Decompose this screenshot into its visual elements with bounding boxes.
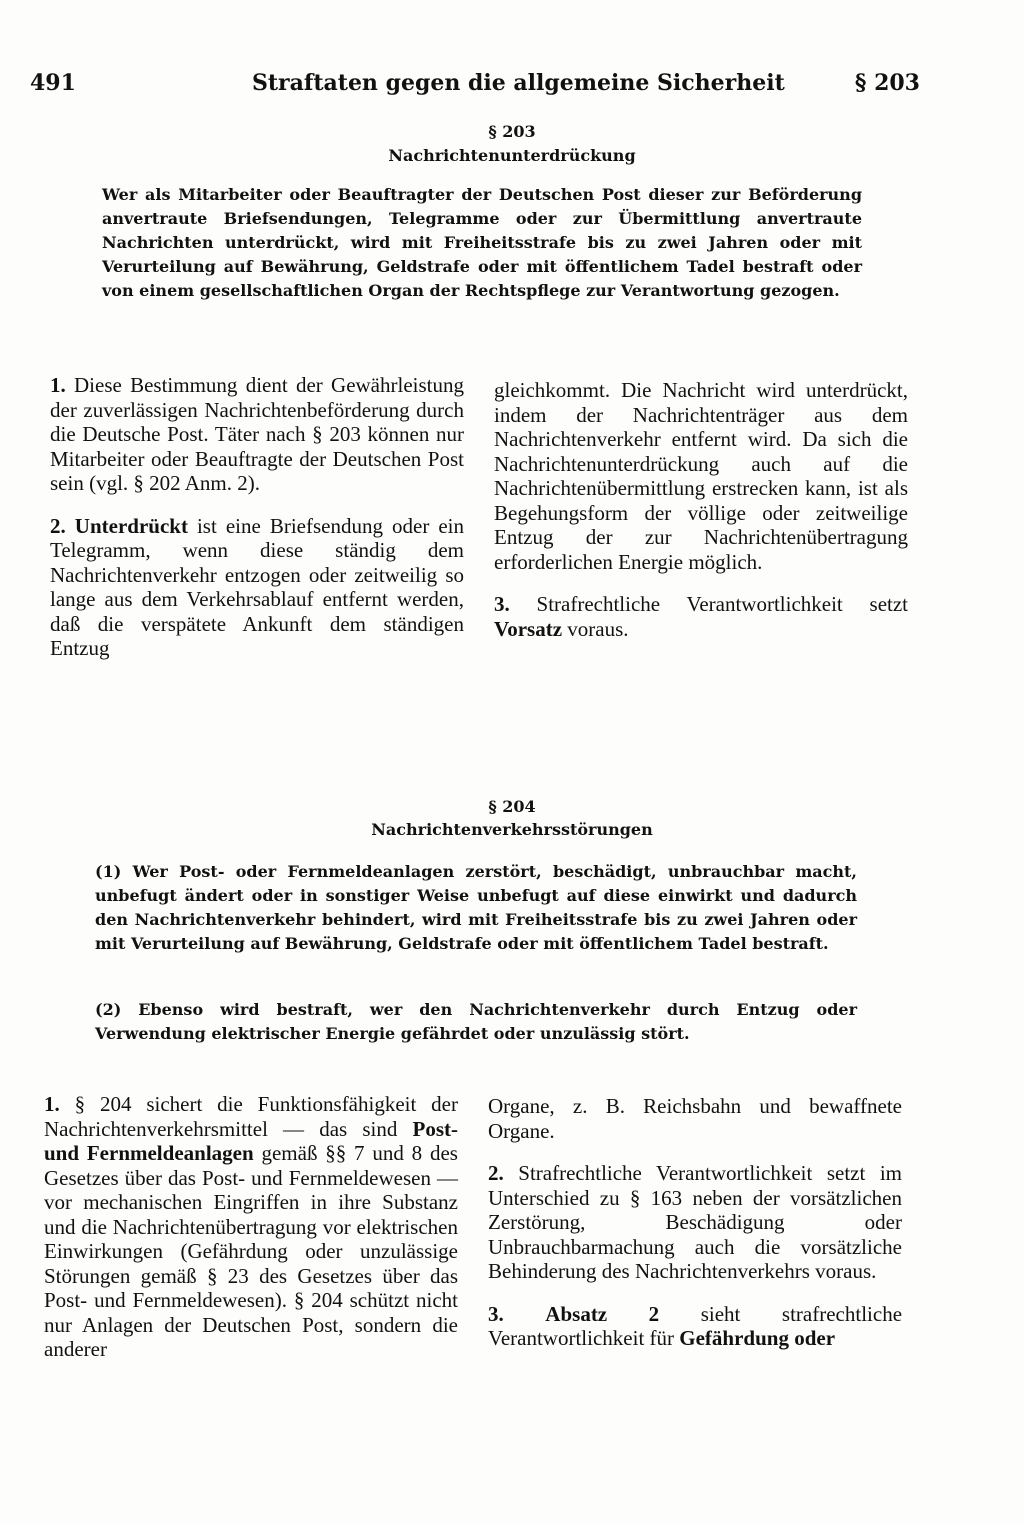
note-203-3-number: 3. [494,592,510,616]
note-203-2-text: ist eine Briefsendung oder ein Telegramm, wenn diese ständig dem Nachrichtenverkehr entzogen oder zeitweilig so lange aus dem Verkehrsablauf entfernt werden, daß die verspätete Ankunft dem ständigen Entzug [50,513,465,660]
note-203-3-bold: Vorsatz [494,616,563,641]
note-204-3-number: 3. [488,1301,504,1326]
note-203-1-text: Diese Bestimmung dient der Gewährleistung der zuverlässigen Nachrichtenbeförderung durch die Deutsche Post. Täter nach § 203 können nur Mitarbeiter oder Beauftragte der Deutschen Post sein (vgl. § 202 Anm. 2). [50,373,464,495]
note-203-1-number: 1. [50,373,66,397]
note-203-2-bold: Unterdrückt [74,513,188,538]
page-number: 491 [30,70,76,96]
note-204-3 [488,1302,902,1351]
note-204-2-text: Strafrechtliche Verantwortlichkeit setzt im Unterschied zu § 163 neben der vorsätzlichen Zerstörung, Beschädigung oder Unbrauchbarmachung auch die vorsätzliche Behinderung des Nachrichtenverkehrs voraus. [488,1161,903,1283]
note-203-2-continued: gleichkommt. Die Nachricht wird unterdrückt, indem der Nachrichtenträger aus dem Nachrichtenverkehr entfernt wird. Da sich die Nachrichtenunterdrückung auch auf die Nachrichtenübermittlung erstrecken kann, ist als Begehungsform der völlige oder zeitweilige Entzug der zur Nachrichtenübertragung erforderlichen Energie möglich. [494,378,908,574]
note-204-1-bold: Post- und Fernmeldeanlagen [44,1116,459,1165]
running-header [30,70,920,106]
running-section: § 203 [854,70,920,96]
section-204-law-text-1: (1) Wer Post- oder Fernmeldeanlagen zerstört, beschädigt, unbrauchbar macht, unbefugt ändert oder in sonstiger Weise unbefugt auf diese einwirkt und dadurch den Nachrichtenverkehr behindert, wird mit Freiheitsstrafe bis zu zwei Jahren oder mit Verurteilung auf Bewährung, Geldstrafe oder mit öffentlichem Tadel bestraft. [95,862,857,953]
section-204-notes-left [44,1092,458,1380]
note-204-1-number: 1. [44,1092,60,1116]
section-203-number: § 203 [488,122,536,141]
note-204-1 [44,1092,458,1362]
note-204-3-text: sieht strafrechtliche Verantwortlichkeit für [488,1301,903,1350]
section-203-title: Nachrichtenunterdrückung [388,146,636,165]
section-203-notes-left [50,373,464,679]
section-204-title: Nachrichtenverkehrsstörungen [371,820,653,839]
note-203-1 [50,373,464,496]
note-204-3-bold: Absatz 2 [545,1301,660,1326]
note-204-3-bold-2: Gefährdung oder [679,1326,836,1350]
note-203-2 [50,514,464,661]
note-203-2-number: 2. [50,513,66,538]
note-204-1-continued: Organe, z. B. Reichsbahn und bewaffnete Organe. [488,1094,902,1143]
note-203-3-text: Strafrechtliche Verantwortlichkeit setzt [536,592,909,616]
section-204-notes-right [488,1094,902,1369]
section-204-number: § 204 [488,797,536,816]
note-204-2 [488,1161,902,1284]
note-203-3 [494,592,908,641]
note-204-1-text-b: gemäß §§ 7 und 8 des Gesetzes über das Post- und Fernmeldewesen — vor mechanischen Eingriffen in ihre Substanz und die Nachrichtenübertragung vor elektrischen Einwirkungen (Gefährdung oder unzulässige Störungen gemäß § 23 des Gesetzes über das Post- und Fernmeldewesen). § 204 schützt nicht nur Anlagen der Deutschen Post, sondern die anderer [44,1141,458,1361]
section-203-notes-right [494,378,908,659]
note-204-2-number: 2. [488,1161,504,1185]
section-203-law-text: Wer als Mitarbeiter oder Beauftragter der Deutschen Post dieser zur Beförderung anvertraute Briefsendungen, Telegramme oder zur Übermittlung anvertraute Nachrichten unterdrückt, wird mit Freiheitsstrafe bis zu zwei Jahren oder mit Verurteilung auf Bewährung, Geldstrafe oder mit öffentlichem Tadel bestraft oder von einem gesellschaftlichen Organ der Rechtspflege zur Verantwortung gezogen. [102,185,862,300]
section-204-law-text-2: (2) Ebenso wird bestraft, wer den Nachrichtenverkehr durch Entzug oder Verwendung elektrischer Energie gefährdet oder unzulässig stört. [95,1000,857,1043]
note-204-1-text-a: § 204 sichert die Funktionsfähigkeit der Nachrichtenverkehrsmittel — das sind [44,1092,458,1141]
note-203-3-tail: voraus. [567,616,629,641]
running-title: Straftaten gegen die allgemeine Sicherheit [252,70,785,96]
